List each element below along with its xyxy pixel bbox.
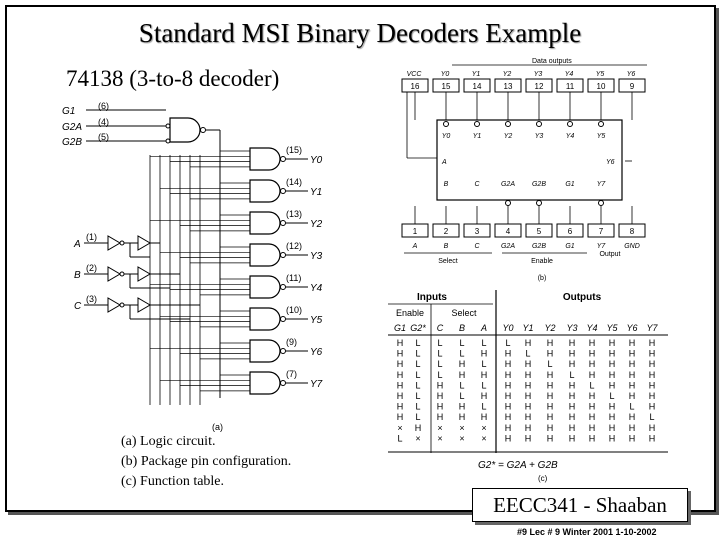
bottom-pin-name: C (474, 243, 480, 250)
table-cell: H (546, 422, 554, 433)
table-cell: H (588, 401, 596, 412)
table-cell: × (481, 422, 487, 433)
table-cell: L (547, 359, 553, 370)
table-cell: L (649, 412, 655, 423)
inversion-bubble (475, 122, 480, 127)
decoder-and-gate (250, 276, 280, 298)
table-cell: H (396, 338, 404, 348)
table-cell: H (588, 412, 596, 423)
bottom-pin-name: B (443, 243, 449, 250)
select-input-label: A (74, 239, 81, 250)
select-pin-number: (2) (86, 263, 97, 273)
top-pin-number: 16 (410, 82, 420, 91)
table-cell: L (415, 412, 421, 423)
table-cell: L (415, 359, 421, 370)
bottom-pin-name: G1 (565, 243, 575, 250)
top-pin-number: 14 (472, 82, 482, 91)
output-label: Y2 (310, 219, 323, 230)
table-cell: H (608, 380, 616, 391)
inversion-bubble (506, 122, 511, 127)
bottom-pin-number: 1 (412, 227, 418, 236)
chip-bottom-label: G2A (500, 181, 516, 188)
table-cell: H (628, 412, 636, 423)
table-cell: H (608, 359, 616, 370)
enable-input-label: G2B (62, 137, 83, 148)
output-label: Y0 (310, 155, 323, 166)
chip-side-label: Y6 (606, 159, 615, 166)
bottom-pin-name: G2A (500, 243, 516, 250)
inversion-bubble (281, 157, 286, 162)
table-cell: L (609, 391, 615, 401)
inversion-bubble (120, 272, 124, 276)
inversion-bubble (537, 122, 542, 127)
chip-bottom-label: C (474, 181, 480, 188)
table-cell: H (396, 401, 404, 412)
table-cell: H (524, 391, 532, 401)
bottom-pin-number: 5 (536, 227, 542, 236)
enable-pin-number: (4) (98, 117, 109, 127)
table-cell: L (589, 380, 595, 391)
table-footnote: G2* = G2A + G2B (478, 460, 558, 471)
table-cell: H (628, 433, 636, 444)
column-header: A (480, 323, 488, 333)
table-cell: H (628, 359, 636, 370)
bottom-pin-name: Y7 (596, 243, 606, 250)
table-cell: × (481, 433, 487, 444)
column-header: Y7 (646, 323, 658, 333)
table-cell: H (588, 433, 596, 444)
table-cell: H (588, 422, 596, 433)
slide-subtitle: 74138 (3-to-8 decoder) (66, 66, 280, 91)
table-cell: H (648, 369, 656, 380)
table-cell: H (608, 433, 616, 444)
table-cell: H (648, 348, 656, 359)
table-cell: H (458, 401, 466, 412)
table-cell: H (480, 369, 488, 380)
select-subheader: Select (451, 308, 477, 318)
inversion-bubble (201, 128, 206, 133)
chip-bottom-label: Y7 (596, 181, 606, 188)
table-cell: L (481, 380, 487, 391)
bottom-pin-number: 4 (505, 227, 511, 236)
table-cell: H (648, 338, 656, 348)
inversion-bubble (599, 201, 604, 206)
table-cell: L (459, 338, 465, 348)
inversion-bubble (281, 317, 286, 322)
output-label: Y4 (310, 283, 323, 294)
table-cell: H (546, 369, 554, 380)
enable-input-label: G2A (62, 122, 83, 133)
table-cell: H (504, 348, 512, 359)
inversion-bubble (281, 285, 286, 290)
inversion-bubble (599, 122, 604, 127)
table-cell: × (459, 422, 465, 433)
table-cell: H (414, 422, 422, 433)
buffer (138, 236, 150, 250)
inversion-bubble (568, 122, 573, 127)
inversion-bubble (506, 201, 511, 206)
table-cell: H (436, 391, 444, 401)
top-pin-name: VCC (406, 71, 422, 78)
chip-body (437, 120, 622, 200)
inversion-bubble (281, 253, 286, 258)
slide-title: Standard MSI Binary Decoders Example (138, 18, 582, 48)
table-cell: H (396, 412, 404, 423)
table-cell: L (437, 359, 443, 370)
function-table (388, 288, 678, 488)
output-pin-number: (14) (286, 177, 303, 187)
table-cell: H (648, 401, 656, 412)
inversion-bubble (281, 349, 286, 354)
table-cell: H (524, 422, 532, 433)
column-header: G2* (410, 323, 426, 333)
table-cell: H (648, 422, 656, 433)
chip-top-label: Y4 (565, 133, 575, 140)
enable-input-label: G1 (62, 106, 76, 117)
chip-bottom-label: B (443, 181, 449, 188)
bottom-pin-name: G2B (531, 243, 547, 250)
decoder-and-gate (250, 308, 280, 330)
table-cell: H (568, 422, 576, 433)
table-cell: H (524, 359, 532, 370)
table-cell: H (628, 380, 636, 391)
table-cell: H (480, 348, 488, 359)
chip-top-label: Y3 (534, 133, 544, 140)
output-pin-number: (10) (286, 305, 303, 315)
inverter-buffer (108, 298, 120, 312)
buffer (138, 267, 150, 281)
inversion-bubble (281, 221, 286, 226)
table-cell: H (504, 391, 512, 401)
table-cell: H (524, 338, 532, 348)
table-cell: H (396, 369, 404, 380)
table-cell: H (628, 348, 636, 359)
table-cell: H (608, 338, 616, 348)
table-cell: H (524, 369, 532, 380)
group-label-select: Select (438, 258, 458, 265)
inversion-bubble (444, 122, 449, 127)
chip-top-label: Y0 (441, 133, 451, 140)
table-cell: H (588, 348, 596, 359)
bottom-pin-name: A (412, 243, 418, 250)
bottom-pin-name: GND (624, 243, 640, 250)
bottom-pin-number: 7 (598, 227, 604, 236)
table-cell: H (588, 359, 596, 370)
table-cell: H (396, 348, 404, 359)
table-cell: H (648, 380, 656, 391)
table-cell: L (459, 391, 465, 401)
table-cell: H (568, 433, 576, 444)
table-cell: H (628, 369, 636, 380)
top-pin-name: Y3 (533, 71, 543, 78)
decoder-and-gate (250, 372, 280, 394)
column-header: Y0 (502, 323, 514, 333)
table-cell: × (397, 422, 403, 433)
chip-top-label: Y5 (596, 133, 606, 140)
package-pin-diagram (392, 58, 692, 288)
top-pin-name: Y4 (564, 71, 574, 78)
output-pin-number: (11) (286, 273, 302, 283)
data-outputs-header: Data outputs (532, 58, 572, 65)
table-cell: H (568, 348, 576, 359)
output-pin-number: (13) (286, 209, 303, 219)
select-pin-number: (3) (86, 294, 97, 304)
output-pin-number: (9) (286, 337, 297, 347)
table-cell: H (608, 422, 616, 433)
decoder-and-gate (250, 340, 280, 362)
top-pin-number: 13 (503, 82, 513, 91)
table-cell: H (568, 412, 576, 423)
table-cell: H (588, 391, 596, 401)
table-cell: L (415, 369, 421, 380)
table-cell: H (648, 391, 656, 401)
output-pin-number: (7) (286, 369, 297, 379)
output-label: Y7 (310, 379, 323, 390)
output-pin-number: (15) (286, 145, 303, 155)
table-cell: H (524, 412, 532, 423)
column-header: Y4 (586, 323, 598, 333)
top-pin-number: 10 (596, 82, 606, 91)
table-cell: H (628, 391, 636, 401)
inversion-bubble (120, 241, 124, 245)
table-cell: H (588, 369, 596, 380)
caption-a: (a) Logic circuit. (121, 434, 216, 449)
top-pin-name: Y0 (440, 71, 450, 78)
figure-captions (121, 432, 291, 492)
decoder-and-gate (250, 212, 280, 234)
table-cell: L (415, 380, 421, 391)
table-cell: L (415, 348, 421, 359)
table-cell: L (481, 359, 487, 370)
chip-top-label: Y2 (503, 133, 513, 140)
inputs-header: Inputs (417, 292, 447, 303)
table-cell: L (481, 338, 487, 348)
select-input-label: C (74, 301, 82, 312)
table-cell: H (524, 401, 532, 412)
table-cell: H (546, 401, 554, 412)
caption-b: (b) Package pin configuration. (121, 454, 292, 469)
column-header: Y6 (626, 323, 638, 333)
inversion-bubble (281, 381, 286, 386)
table-cell: H (396, 391, 404, 401)
table-cell: H (480, 391, 488, 401)
table-cell: H (648, 433, 656, 444)
top-pin-number: 12 (534, 82, 544, 91)
table-cell: H (480, 412, 488, 423)
table-cell: H (608, 369, 616, 380)
select-input-label: B (74, 270, 81, 281)
enable-pin-number: (6) (98, 101, 109, 111)
top-pin-name: Y5 (595, 71, 605, 78)
column-header: B (458, 323, 466, 333)
table-cell: L (437, 338, 443, 348)
table-cell: L (437, 369, 443, 380)
group-label-enable: Enable (531, 258, 553, 265)
table-cell: L (525, 348, 531, 359)
table-cell: H (568, 359, 576, 370)
chip-side-label: A (442, 159, 447, 166)
top-pin-name: Y2 (502, 71, 512, 78)
figure-label-c: (c) (538, 474, 548, 483)
inversion-bubble (166, 139, 170, 143)
table-cell: H (524, 380, 532, 391)
decoder-and-gate (250, 180, 280, 202)
table-cell: H (504, 401, 512, 412)
table-cell: H (546, 338, 554, 348)
table-cell: H (436, 412, 444, 423)
table-cell: × (415, 433, 421, 444)
table-cell: H (628, 338, 636, 348)
output-label: Y6 (310, 347, 323, 358)
column-header: Y3 (566, 323, 578, 333)
table-cell: H (504, 369, 512, 380)
top-pin-name: Y1 (471, 71, 481, 78)
top-pin-name: Y6 (626, 71, 636, 78)
caption-c: (c) Function table. (121, 474, 225, 489)
table-cell: H (648, 359, 656, 370)
table-cell: H (396, 359, 404, 370)
group-label-output: Output (599, 251, 621, 258)
bottom-pin-number: 6 (567, 227, 573, 236)
column-header: Y2 (544, 323, 556, 333)
table-cell: H (608, 348, 616, 359)
table-cell: L (481, 401, 487, 412)
table-cell: L (437, 348, 443, 359)
table-cell: H (436, 401, 444, 412)
table-cell: H (458, 369, 466, 380)
output-pin-number: (12) (286, 241, 303, 251)
decoder-and-gate (250, 244, 280, 266)
table-cell: H (546, 380, 554, 391)
table-cell: L (415, 338, 421, 348)
table-cell: H (608, 401, 616, 412)
table-cell: H (568, 401, 576, 412)
table-cell: H (504, 412, 512, 423)
chip-bottom-label: G1 (565, 181, 575, 188)
table-cell: H (568, 380, 576, 391)
table-cell: H (504, 359, 512, 370)
table-cell: H (458, 412, 466, 423)
top-pin-number: 15 (441, 82, 451, 91)
output-label: Y3 (310, 251, 323, 262)
column-header: Y5 (606, 323, 618, 333)
enable-subheader: Enable (395, 308, 425, 318)
table-cell: H (588, 338, 596, 348)
output-label: Y5 (310, 315, 323, 326)
output-label: Y1 (310, 187, 323, 198)
table-cell: H (436, 380, 444, 391)
chip-top-label: Y1 (472, 133, 482, 140)
table-cell: H (608, 412, 616, 423)
table-cell: L (415, 391, 421, 401)
table-cell: L (415, 401, 421, 412)
inversion-bubble (166, 124, 170, 128)
inverter-buffer (108, 267, 120, 281)
table-cell: H (504, 422, 512, 433)
decoder-and-gate (250, 148, 280, 170)
table-cell: H (396, 380, 404, 391)
table-cell: × (437, 422, 443, 433)
enable-and-gate (170, 118, 200, 142)
outputs-header: Outputs (562, 292, 602, 303)
slide-footer: #9 Lec # 9 Winter 2001 1-10-2002 (517, 527, 657, 537)
table-cell: L (505, 338, 511, 348)
top-pin-number: 9 (629, 82, 635, 91)
table-cell: H (568, 338, 576, 348)
table-cell: × (437, 433, 443, 444)
inversion-bubble (281, 189, 286, 194)
table-cell: H (546, 348, 554, 359)
bottom-pin-number: 2 (443, 227, 449, 236)
select-pin-number: (1) (86, 232, 97, 242)
table-cell: H (568, 391, 576, 401)
course-badge: EECC341 - Shaaban (472, 488, 688, 522)
bottom-pin-number: 8 (629, 227, 635, 236)
enable-pin-number: (5) (98, 132, 109, 142)
figure-label-b: (b) (537, 275, 547, 282)
column-header: C (436, 323, 444, 333)
table-cell: H (524, 433, 532, 444)
figure-label-a: (a) (212, 422, 223, 432)
table-cell: L (569, 369, 575, 380)
inversion-bubble (537, 201, 542, 206)
table-cell: H (504, 380, 512, 391)
column-header: G1 (393, 323, 407, 333)
column-header: Y1 (522, 323, 534, 333)
bottom-pin-number: 3 (474, 227, 480, 236)
table-cell: H (546, 412, 554, 423)
chip-bottom-label: G2B (531, 181, 547, 188)
buffer (138, 298, 150, 312)
table-cell: H (628, 422, 636, 433)
table-cell: H (546, 433, 554, 444)
table-cell: L (397, 433, 403, 444)
table-cell: L (459, 348, 465, 359)
table-cell: L (459, 380, 465, 391)
table-cell: × (459, 433, 465, 444)
inverter-buffer (108, 236, 120, 250)
top-pin-number: 11 (565, 82, 575, 91)
logic-circuit (60, 100, 330, 440)
inversion-bubble (120, 303, 124, 307)
table-cell: H (458, 359, 466, 370)
table-cell: H (546, 391, 554, 401)
table-cell: H (504, 433, 512, 444)
table-cell: L (629, 401, 635, 412)
